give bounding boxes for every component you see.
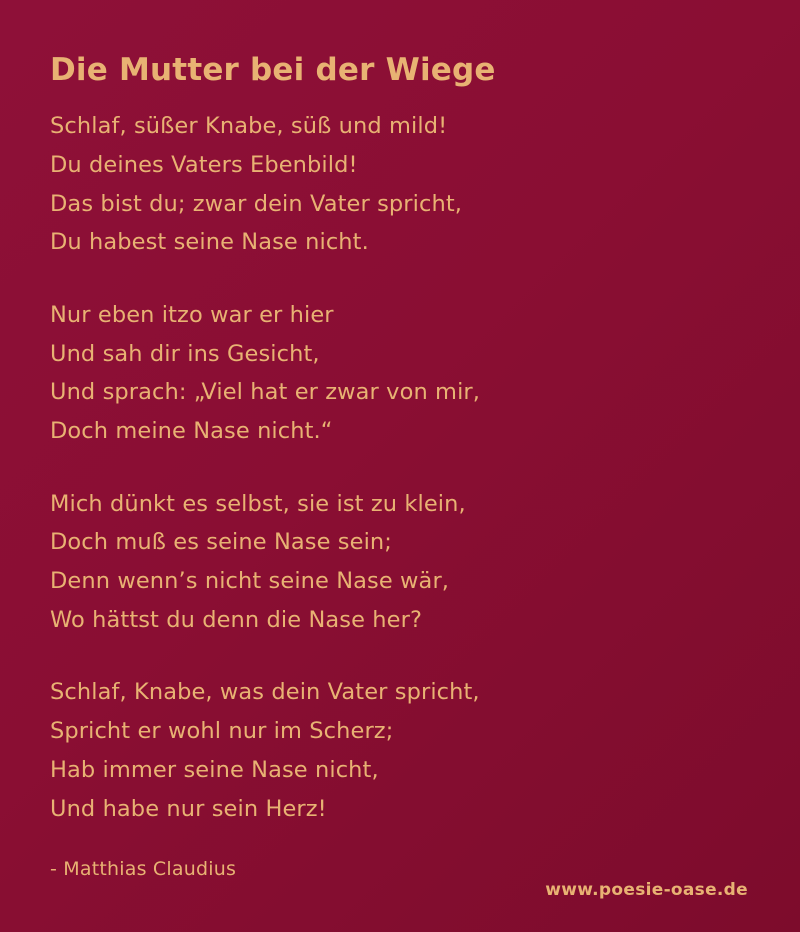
- poem-line: Und sprach: „Viel hat er zwar von mir,: [50, 379, 481, 406]
- stanza: [50, 296, 750, 451]
- poem-line: Schlaf, süßer Knabe, süß und mild!: [50, 113, 448, 140]
- poem-line: Mich dünkt es selbst, sie ist zu klein,: [50, 490, 466, 517]
- page-title: Die Mutter bei der Wiege: [50, 52, 496, 88]
- poem-line: Schlaf, Knabe, was dein Vater spricht,: [50, 679, 480, 706]
- poem-author: - Matthias Claudius: [50, 858, 237, 881]
- poem-line: Und sah dir ins Gesicht,: [50, 340, 320, 367]
- poem-line: Doch muß es seine Nase sein;: [50, 529, 392, 556]
- poem-line: Spricht er wohl nur im Scherz;: [50, 718, 394, 745]
- site-url: www.poesie-oase.de: [545, 880, 748, 900]
- poem-line: Doch meine Nase nicht.“: [50, 418, 333, 444]
- poem-line: Und habe nur sein Herz!: [50, 795, 327, 822]
- stanza: [50, 673, 750, 828]
- stanza: [50, 485, 750, 640]
- poem-line: Denn wenn’s nicht seine Nase wär,: [50, 568, 450, 595]
- poem-line: Das bist du; zwar dein Vater spricht,: [50, 190, 462, 217]
- poem-line: Du habest seine Nase nicht.: [50, 229, 369, 256]
- poem-body: [50, 107, 750, 828]
- stanza: [50, 107, 750, 262]
- poem-line: Du deines Vaters Ebenbild!: [50, 151, 358, 178]
- poem-line: Hab immer seine Nase nicht,: [50, 756, 379, 783]
- poem-line: Wo hättst du denn die Nase her?: [50, 606, 422, 633]
- poem-line: Nur eben itzo war er hier: [50, 301, 334, 328]
